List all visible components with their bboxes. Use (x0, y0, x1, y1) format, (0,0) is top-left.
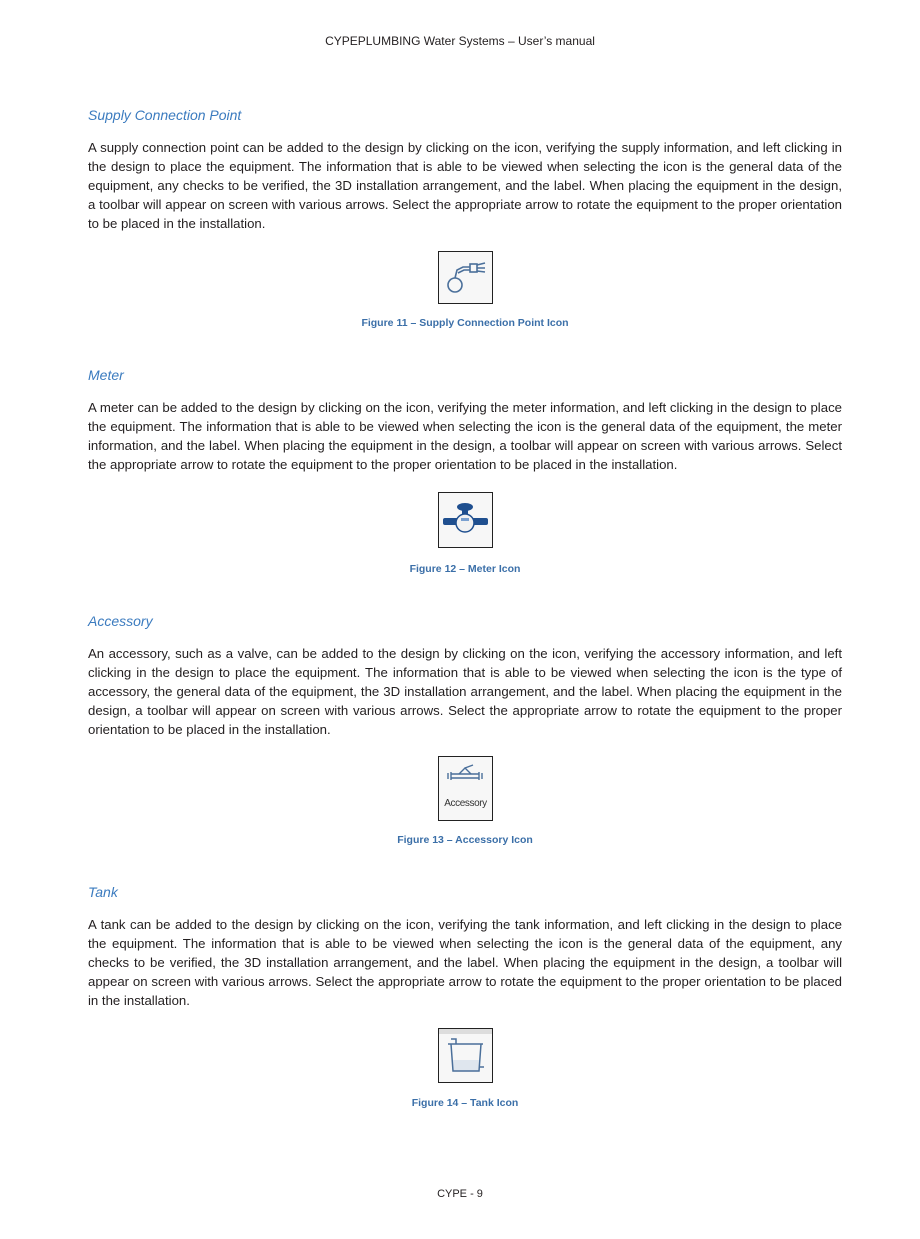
accessory-icon (438, 756, 493, 821)
section-heading-supply: Supply Connection Point (88, 107, 242, 123)
meter-icon (438, 492, 493, 548)
figure-caption: Figure 12 – Meter Icon (409, 563, 521, 575)
section-heading-accessory: Accessory (88, 613, 153, 629)
accessory-icon-label: Accessory (444, 798, 487, 809)
figure-caption: Figure 11 – Supply Connection Point Icon (361, 317, 569, 329)
figure-caption: Figure 13 – Accessory Icon (397, 834, 533, 846)
section-body-meter: A meter can be added to the design by clicking on the icon, verifying the meter information, and left clicking in the design to place the equipment. The information that is able to be viewed when selecting the icon is the general data of the equipment, the meter information, and the label. When placing the equipment in the design, a toolbar will appear on screen with various arrows. Select the appropriate arrow to rotate the equipment to the proper orientation to be placed in the installation. (88, 400, 842, 472)
section-heading-meter: Meter (88, 367, 124, 383)
page-footer: CYPE - 9 (437, 1188, 483, 1200)
supply-connection-point-icon (438, 251, 493, 304)
page-header: CYPEPLUMBING Water Systems – User’s manual (325, 34, 595, 48)
section-heading-tank: Tank (88, 884, 118, 900)
section-body-tank: A tank can be added to the design by clicking on the icon, verifying the tank information, and left clicking in the design to place the equipment. The information that is able to be viewed when selecting the icon is the general data of the equipment, any checks to be verified, the 3D installation arrangement, and the label. When placing the equipment in the design, a toolbar will appear on screen with various arrows. Select the appropriate arrow to rotate the equipment to the proper orientation to be placed in the installation. (88, 917, 842, 1008)
tank-icon (438, 1028, 493, 1083)
figure-caption: Figure 14 – Tank Icon (411, 1097, 519, 1109)
section-body-accessory: An accessory, such as a valve, can be added to the design by clicking on the icon, verifying the accessory information, and left clicking in the design to place the equipment. The information that is able to be viewed when selecting the icon is the type of accessory, the general data of the equipment, the 3D installation arrangement, and the label. When placing the equipment in the design, a toolbar will appear on screen with various arrows. Select the appropriate arrow to rotate the equipment to the proper orientation to be placed in the installation. (88, 646, 842, 737)
section-body-supply: A supply connection point can be added to the design by clicking on the icon, verifying the supply information, and left clicking in the design to place the equipment. The information that is able to be viewed when selecting the icon is the general data of the equipment, any checks to be verified, the 3D installation arrangement, and the label. When placing the equipment in the design, a toolbar will appear on screen with various arrows. Select the appropriate arrow to rotate the equipment to the proper orientation to be placed in the installation. (88, 140, 842, 231)
